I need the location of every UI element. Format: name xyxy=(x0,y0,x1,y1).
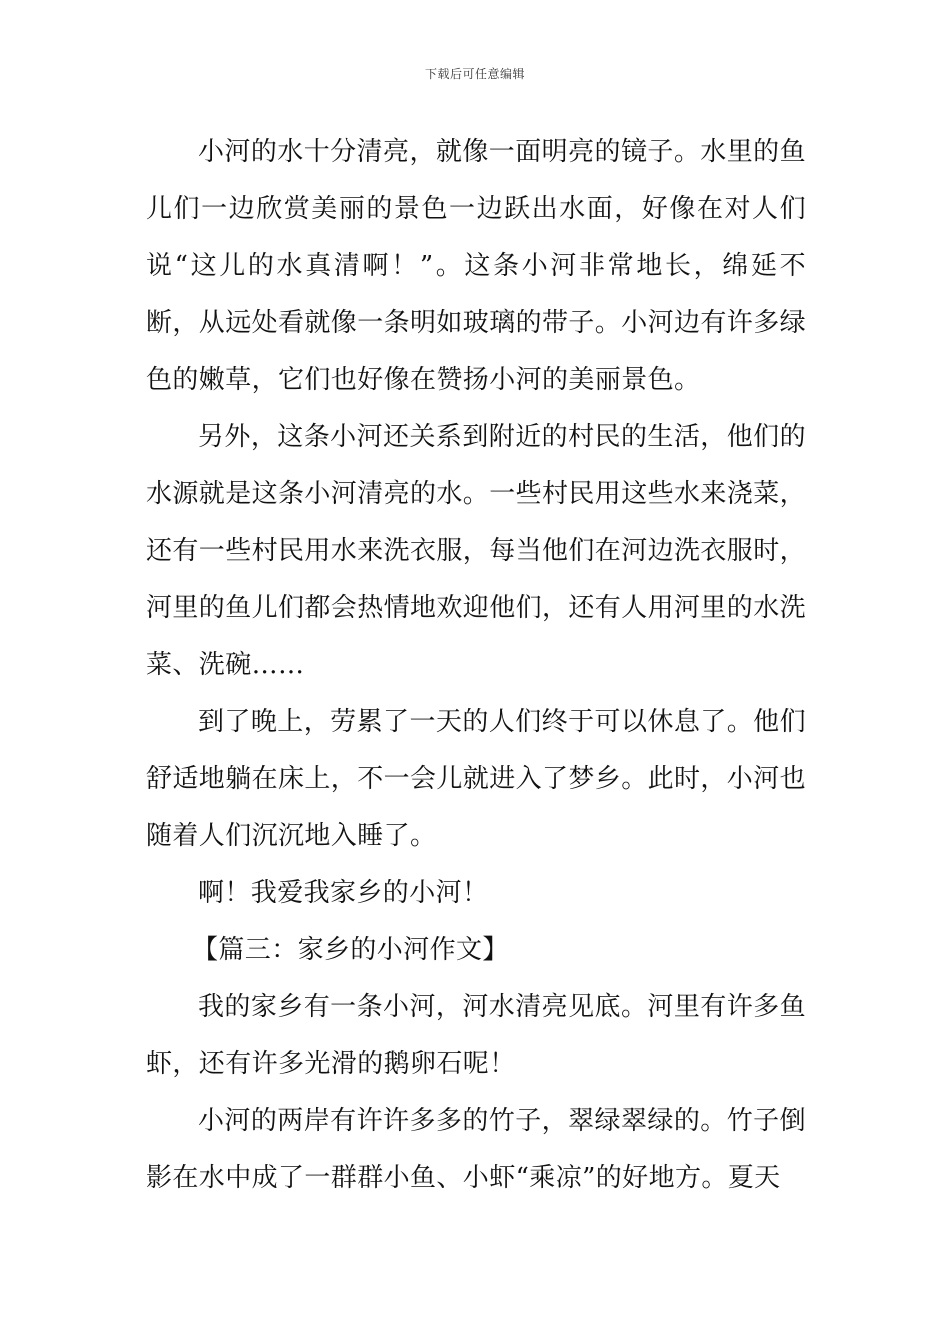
document-body xyxy=(146,124,806,1207)
paragraph: 啊！我爱我家乡的小河！ xyxy=(198,878,489,908)
paragraph: 小河的两岸有许许多多的竹子，翠绿翠绿的。竹子倒影在水中成了一群群小鱼、小虾“乘凉”的好地方。夏天 xyxy=(146,1106,806,1193)
section-heading: 【篇三：家乡的小河作文】 xyxy=(192,935,509,965)
page-header: 下载后可任意编辑 xyxy=(424,67,525,81)
paragraph: 到了晚上，劳累了一天的人们终于可以休息了。他们舒适地躺在床上，不一会儿就进入了梦乡。此时，小河也随着人们沉沉地入睡了。 xyxy=(146,707,807,851)
paragraph: 我的家乡有一条小河，河水清亮见底。河里有许多鱼虾，还有许多光滑的鹅卵石呢！ xyxy=(146,992,806,1079)
paragraph: 小河的水十分清亮，就像一面明亮的镜子。水里的鱼儿们一边欣赏美丽的景色一边跃出水面，好像在对人们说“这儿的水真清啊！”。这条小河非常地长，绵延不断，从远处看就像一条明如玻璃的带子。小河边有许多绿色的嫩草，它们也好像在赞扬小河的美丽景色。 xyxy=(146,137,807,395)
paragraph: 另外，这条小河还关系到附近的村民的生活，他们的水源就是这条小河清亮的水。一些村民用这些水来浇菜，还有一些村民用水来洗衣服，每当他们在河边洗衣服时，河里的鱼儿们都会热情地欢迎他们，还有人用河里的水洗菜、洗碗…… xyxy=(146,422,807,680)
